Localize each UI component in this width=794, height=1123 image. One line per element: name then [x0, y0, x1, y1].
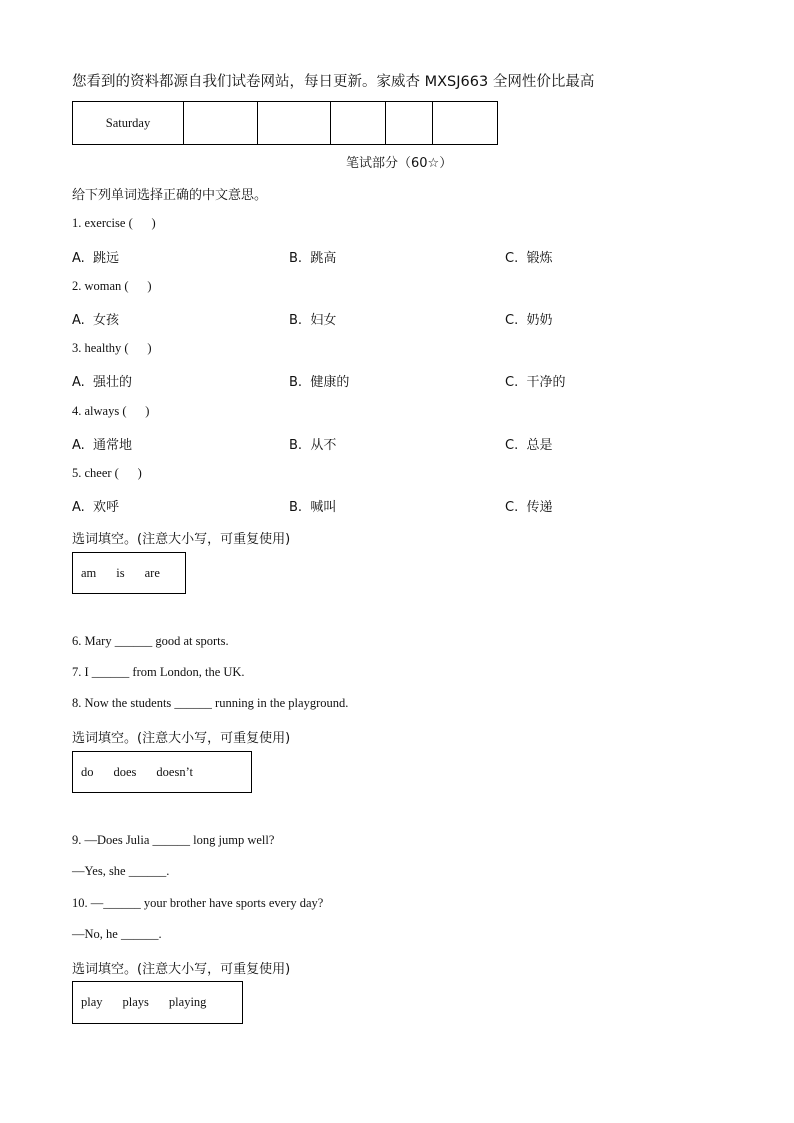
option-b: B. 健康的: [289, 375, 350, 390]
word-bank-item: doesn’t: [156, 764, 193, 779]
schedule-table: [72, 101, 498, 145]
question-stem: 2. woman ( ): [72, 279, 152, 293]
option-a: A. 跳远: [72, 251, 120, 266]
table-cell-day: Saturday: [73, 102, 184, 145]
table-row: [73, 102, 498, 145]
table-cell: [258, 102, 331, 145]
option-c: C. 传递: [505, 500, 553, 515]
fill-blank-item: 10. —______ your brother have sports every day?: [72, 896, 324, 910]
word-bank-box: [72, 751, 252, 793]
word-bank-box: [72, 981, 243, 1024]
option-b: B. 妇女: [289, 313, 337, 328]
table-cell: [433, 102, 498, 145]
option-c: C. 奶奶: [505, 313, 553, 328]
part2-instruction: 选词填空。(注意大小写，可重复使用): [72, 532, 291, 547]
fill-blank-item: 7. I ______ from London, the UK.: [72, 665, 245, 679]
table-cell: [386, 102, 433, 145]
part1-instruction: 给下列单词选择正确的中文意思。: [72, 188, 268, 203]
part3-instruction: 选词填空。(注意大小写，可重复使用): [72, 731, 291, 746]
question-stem: 1. exercise ( ): [72, 216, 156, 230]
word-bank-item: plays: [122, 995, 149, 1009]
word-bank-item: play: [81, 995, 103, 1009]
page-header-banner: 您看到的资料都源自我们试卷网站，每日更新。家威杏 MXSJ663 全网性价比最高: [72, 74, 595, 90]
word-bank-box: [72, 552, 186, 594]
option-b: B. 从不: [289, 438, 337, 453]
option-a: A. 欢呼: [72, 500, 120, 515]
word-bank-item: do: [81, 764, 94, 779]
option-a: A. 女孩: [72, 313, 120, 328]
section-title: 笔试部分（60☆）: [346, 156, 453, 171]
part4-instruction: 选词填空。(注意大小写，可重复使用): [72, 962, 291, 977]
option-c: C. 总是: [505, 438, 553, 453]
option-c: C. 锻炼: [505, 251, 553, 266]
word-bank-item: does: [113, 764, 137, 779]
fill-blank-item: 9. —Does Julia ______ long jump well?: [72, 833, 275, 847]
option-a: A. 强壮的: [72, 375, 133, 390]
fill-blank-item: 8. Now the students ______ running in the playground.: [72, 696, 349, 710]
table-cell: [184, 102, 258, 145]
fill-blank-item: 6. Mary ______ good at sports.: [72, 634, 229, 648]
question-stem: 4. always ( ): [72, 404, 150, 418]
option-c: C. 干净的: [505, 375, 566, 390]
question-stem: 3. healthy ( ): [72, 341, 152, 355]
option-a: A. 通常地: [72, 438, 133, 453]
word-bank-item: playing: [168, 995, 207, 1009]
option-b: B. 喊叫: [289, 500, 337, 515]
table-cell: [331, 102, 386, 145]
option-b: B. 跳高: [289, 251, 337, 266]
word-bank-item: are: [144, 565, 160, 580]
fill-blank-item: —Yes, she ______.: [72, 864, 170, 878]
word-bank-item: am: [81, 565, 97, 580]
question-stem: 5. cheer ( ): [72, 466, 142, 480]
word-bank-item: is: [116, 565, 125, 580]
fill-blank-item: —No, he ______.: [72, 927, 162, 941]
